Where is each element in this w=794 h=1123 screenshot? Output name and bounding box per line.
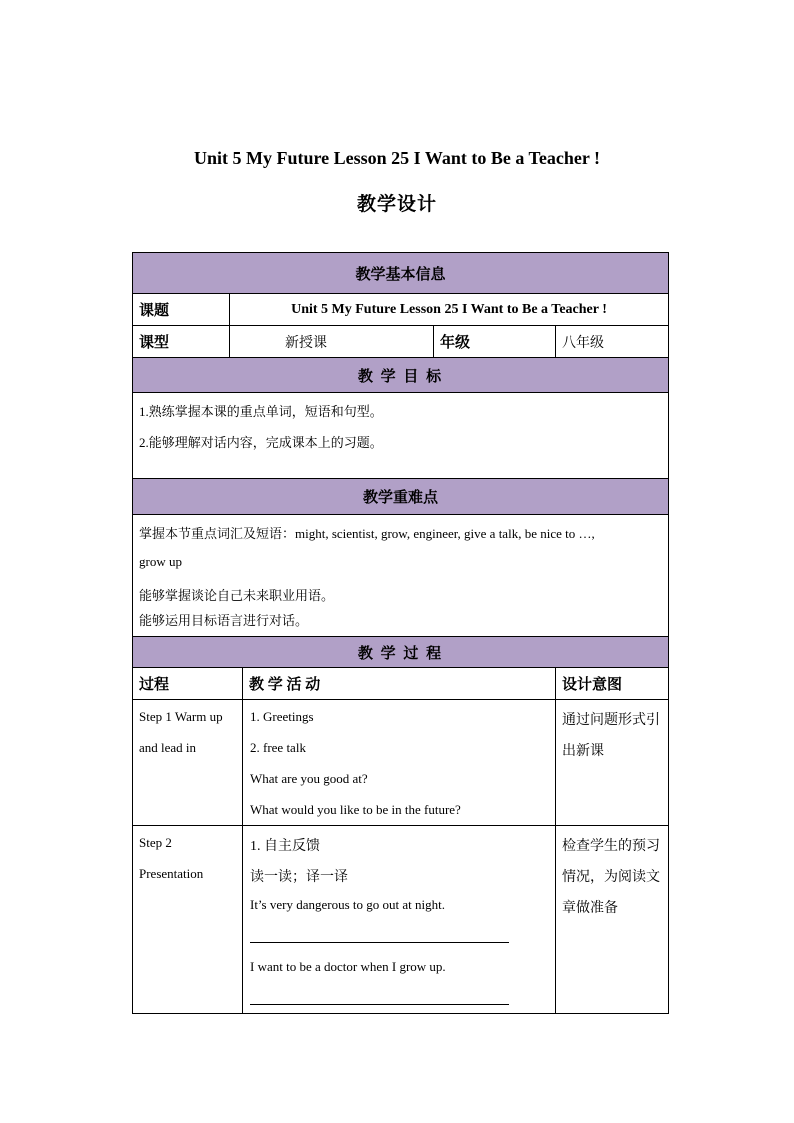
activity-text: It’s very dangerous to go out at night. xyxy=(250,897,445,912)
key-points-header: 教学重难点 xyxy=(132,478,669,515)
document-subtitle: 教学设计 xyxy=(356,194,437,215)
key-points-line: 能够运用目标语言进行对话。 xyxy=(139,613,309,628)
activity-text: I want to be a doctor when I grow up. xyxy=(250,959,446,974)
process-col-activity: 教 学 活 动 xyxy=(242,667,556,700)
key-points-line: 能够掌握谈论自己未来职业用语。 xyxy=(139,588,335,603)
intent-text: 情况，为阅读文 xyxy=(562,870,660,885)
grade-label: 年级 xyxy=(433,325,556,358)
key-points-line: 掌握本节重点词汇及短语：might, scientist, grow, engineer, give a talk, be nice to …, xyxy=(139,526,595,541)
process-stage-cell xyxy=(132,699,243,826)
answer-blank-line xyxy=(250,942,509,943)
key-points-line: grow up xyxy=(139,554,182,569)
process-activity-cell xyxy=(242,825,556,1014)
activity-text: 1. 自主反馈 xyxy=(250,839,320,854)
activity-text: 2. free talk xyxy=(250,740,306,755)
answer-blank-line xyxy=(250,1004,509,1005)
process-intent-cell xyxy=(555,825,669,1014)
stage-text: and lead in xyxy=(139,740,197,755)
intent-text: 章做准备 xyxy=(562,901,618,916)
objectives-header: 教 学 目 标 xyxy=(132,357,669,393)
type-label: 课型 xyxy=(132,325,230,358)
topic-value: Unit 5 My Future Lesson 25 I Want to Be a Teacher ! xyxy=(229,293,669,326)
activity-text: 1. Greetings xyxy=(250,709,314,724)
basic-info-header: 教学基本信息 xyxy=(132,252,669,294)
process-stage-cell xyxy=(132,825,243,1014)
stage-text: Presentation xyxy=(139,866,204,881)
activity-text: What would you like to be in the future? xyxy=(250,802,461,817)
activity-text: 读一读；译一译 xyxy=(250,870,348,885)
objective-item: 2.能够理解对话内容，完成课本上的习题。 xyxy=(139,435,383,450)
stage-text: Step 1 Warm up xyxy=(139,709,223,724)
intent-text: 检查学生的预习 xyxy=(562,839,660,854)
activity-text: What are you good at? xyxy=(250,771,368,786)
intent-text: 出新课 xyxy=(562,744,604,759)
stage-text: Step 2 xyxy=(139,835,172,850)
process-header: 教 学 过 程 xyxy=(132,636,669,668)
document-title: Unit 5 My Future Lesson 25 I Want to Be a Teacher ! xyxy=(193,148,601,168)
key-points-body xyxy=(132,514,669,637)
process-col-stage: 过程 xyxy=(132,667,243,700)
topic-label: 课题 xyxy=(132,293,230,326)
objective-item: 1.熟练掌握本课的重点单词，短语和句型。 xyxy=(139,404,383,419)
objectives-body xyxy=(132,392,669,479)
process-col-intent: 设计意图 xyxy=(555,667,669,700)
type-value: 新授课 xyxy=(229,325,434,358)
process-activity-cell xyxy=(242,699,556,826)
intent-text: 通过问题形式引 xyxy=(562,713,660,728)
grade-value: 八年级 xyxy=(555,325,669,358)
process-intent-cell xyxy=(555,699,669,826)
